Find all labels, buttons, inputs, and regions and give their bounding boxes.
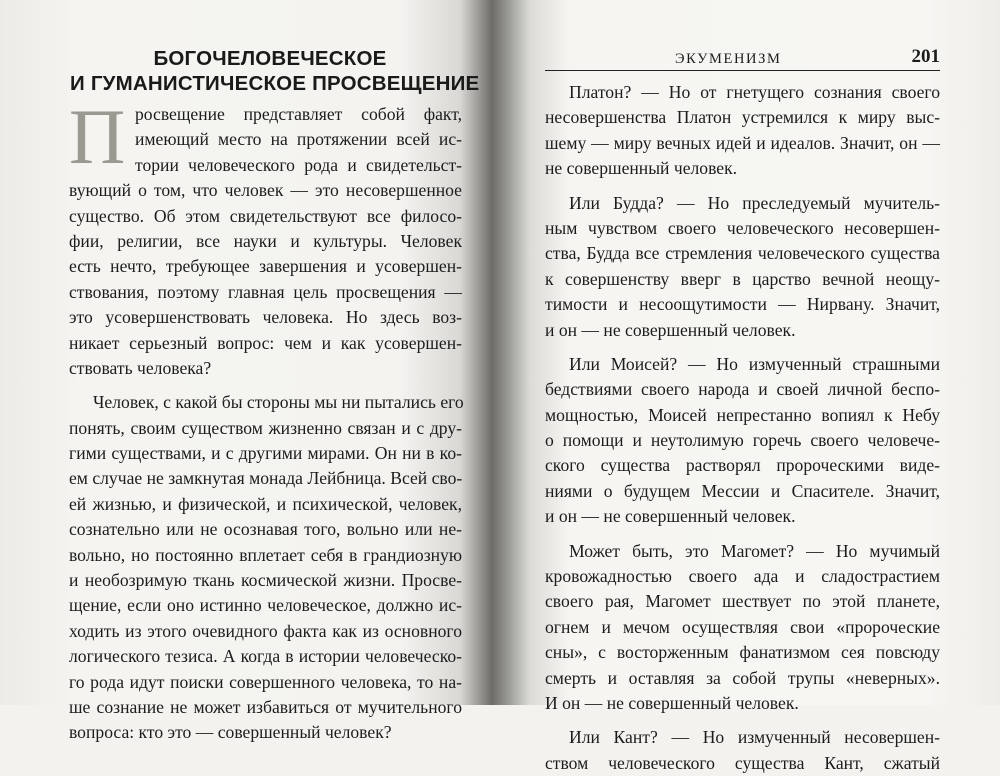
text-line: ей жизнью, и физической, и психической, человек, — [69, 493, 462, 514]
text-line: ством человеческого существа Кант, сжатый — [545, 752, 940, 773]
text-line: бедствиями своего народа и своей личной беспо- — [545, 379, 940, 400]
text-line: смерть и оставляя за собой трупы «неверных». — [545, 667, 940, 688]
text-line: фии, религии, все науки и культуры. Человек — [69, 230, 462, 251]
text-line: щение, если оно истинно человеческое, должно ис- — [69, 595, 462, 616]
right-page — [505, 0, 1000, 773]
paragraph-intro — [69, 93, 462, 381]
text-line: это усовершенствовать человека. Но здесь воз- — [69, 307, 462, 328]
text-line: вопроса: кто это — совершенный человек? — [69, 722, 392, 743]
text-line: кровожадностью своего ада и сладострастием — [545, 566, 940, 587]
text-line: своего рая, Магомет шествует по этой планете, — [545, 591, 940, 612]
text-line: и необозримую ткань космической жизни. Просве- — [69, 570, 462, 591]
left-body-text — [69, 93, 464, 746]
left-page — [0, 0, 497, 743]
text-line: к совершенству вверг в царство вечной неощу- — [545, 268, 940, 289]
text-line: тории человеческого рода и свидетельст- — [135, 154, 462, 175]
text-line: ствовать человека? — [69, 357, 212, 378]
text-line: ем случае не замкнутая монада Лейбница. Всей сво- — [69, 468, 463, 489]
page-number: 201 — [911, 46, 940, 67]
paragraph-buddha — [545, 191, 940, 343]
running-head-title: ЭКУМЕНИЗМ — [675, 51, 782, 67]
text-line: сознательно или не осознавая того, вольно или не- — [69, 519, 462, 540]
text-line: понять, своим существом жизненно связан и с дру- — [69, 417, 462, 438]
chapter-title-line-1: БОГОЧЕЛОВЕЧЕСКОЕ — [153, 47, 387, 70]
text-line: вольно, но постоянно вплетает себя в грандиозную — [69, 544, 462, 565]
text-line: огнем и мечом осуществляя свои «пророческие — [545, 616, 940, 637]
text-line: ше сознание не может избавиться от мучительного — [69, 696, 462, 717]
paragraph-plato — [545, 80, 940, 182]
paragraph-human — [69, 390, 462, 745]
text-line: сны», с восторженным фанатизмом сея повсюду — [545, 642, 940, 663]
text-line: шему — миру вечных идей и идеалов. Значит, он — — [545, 132, 940, 153]
text-line: И он — не совершенный человек. — [545, 692, 799, 713]
text-line: ниями о будущем Мессии и Спасителе. Значит, — [545, 480, 940, 501]
paragraph-moses — [545, 352, 940, 530]
text-line: имеющий место на протяжении всей ис- — [135, 129, 462, 150]
text-line: существо. Об этом свидетельствуют все филосо- — [69, 205, 462, 226]
text-line: мощностью, Моисей непрестанно вопиял к Небу — [545, 404, 940, 425]
text-line: ствования, поэтому главная цель просвещения — — [69, 281, 462, 302]
running-header — [545, 48, 940, 71]
text-line: логического тезиса. А когда в истории человеческо- — [69, 646, 462, 667]
text-line: ства, Будда все стремления человеческого существа — [545, 243, 940, 264]
chapter-title — [70, 46, 480, 96]
text-line: и он — не совершенный человек. — [545, 319, 796, 340]
chapter-title-line-2: И ГУМАНИСТИЧЕСКОЕ ПРОСВЕЩЕНИЕ — [70, 72, 480, 95]
text-line: никает серьезный вопрос: чем и как усовершен- — [69, 332, 462, 353]
text-line: вующий о том, что человек — это несовершенное — [69, 180, 462, 201]
text-line: Или Будда? — Но преследуемый мучитель- — [569, 192, 940, 213]
text-line: Человек, с какой бы стороны мы ни пытались его — [93, 392, 464, 413]
text-line: ского существа растворял пророческими виде- — [545, 455, 940, 476]
text-line: ным чувством своего человеческого несовершен- — [545, 217, 940, 238]
text-line: не совершенный человек. — [545, 158, 738, 179]
right-body-text — [545, 80, 940, 776]
text-line: есть нечто, требующее завершения и усовершен- — [69, 256, 462, 277]
text-line: ходить из этого очевидного факта как из основного — [69, 620, 462, 641]
text-line: росвещение представляет собой факт, — [135, 104, 462, 124]
paragraph-kant — [545, 725, 940, 776]
text-line: гими существами, и с другими мирами. Он ни в ко- — [69, 443, 462, 464]
text-line: Может быть, это Магомет? — Но мучимый — [569, 540, 940, 561]
text-line: Платон? — Но от гнетущего сознания своего — [569, 82, 940, 102]
text-line: тимости и несоощутимости — Нирвану. Значит, — [545, 294, 940, 315]
text-line: о помощи и неутолимую горечь своего человече- — [545, 430, 940, 451]
drop-cap: П — [69, 93, 126, 180]
text-line: и он — не совершенный человек. — [545, 506, 796, 527]
text-line: несовершенства Платон устремился к миру выс- — [545, 107, 940, 128]
text-line: Или Моисей? — Но измученный страшными — [569, 353, 940, 374]
paragraph-mohammed — [545, 539, 940, 717]
text-line: Или Кант? — Но измученный несовершен- — [569, 727, 940, 748]
text-line: го рода идут поиски совершенного человека, то на- — [69, 671, 462, 692]
